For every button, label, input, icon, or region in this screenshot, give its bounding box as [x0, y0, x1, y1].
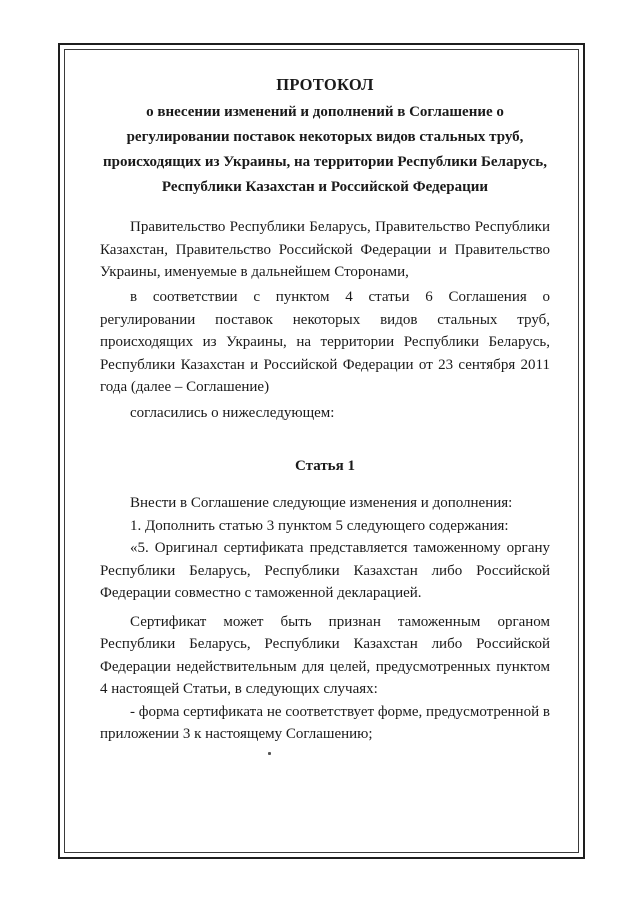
- article-heading: Статья 1: [295, 458, 355, 474]
- subtitle-line: регулировании поставок некоторых видов стальных труб,: [126, 129, 524, 145]
- subtitle-line: о внесении изменений и дополнений в Соглашение о: [146, 104, 504, 120]
- article-paragraph: Сертификат может быть признан таможенным органом Республики Беларусь, Республики Казахстан либо Российской Федерации недействительным для целей, предусмотренных пунктом 4 настоящей Статьи, в следующих случаях:: [100, 613, 550, 697]
- preamble-paragraph: Правительство Республики Беларусь, Правительство Республики Казахстан, Правительство Российской Федерации и Правительство Украины, именуемые в дальнейшем Сторонами,: [100, 219, 550, 280]
- article-paragraph: Внести в Соглашение следующие изменения и дополнения:: [130, 495, 513, 511]
- scan-mark: [268, 752, 271, 755]
- preamble-paragraph: согласились о нижеследующем:: [130, 405, 335, 421]
- preamble-paragraph: в соответствии с пунктом 4 статьи 6 Соглашения о регулировании поставок некоторых видов стальных труб, происходящих из Украины, на территории Республики Беларусь, Республики Казахстан и Российской Федерации от 23 сентября 2011 года (далее – Соглашение): [100, 289, 550, 395]
- article-paragraph: 1. Дополнить статью 3 пунктом 5 следующего содержания:: [130, 517, 509, 534]
- document-title: ПРОТОКОЛ: [276, 75, 374, 94]
- document-subtitle: [100, 96, 550, 200]
- subtitle-line: Республики Казахстан и Российской Федерации: [161, 179, 489, 195]
- article-paragraph: - форма сертификата не соответствует форме, предусмотренной в приложении 3 к настоящему Соглашению;: [100, 703, 550, 742]
- subtitle-line: происходящих из Украины, на территории Республики Беларусь,: [103, 154, 547, 170]
- article-paragraph: «5. Оригинал сертификата представляется таможенному органу Республики Беларусь, Республики Казахстан либо Российской Федерации совместно с таможенной декларацией.: [100, 540, 550, 601]
